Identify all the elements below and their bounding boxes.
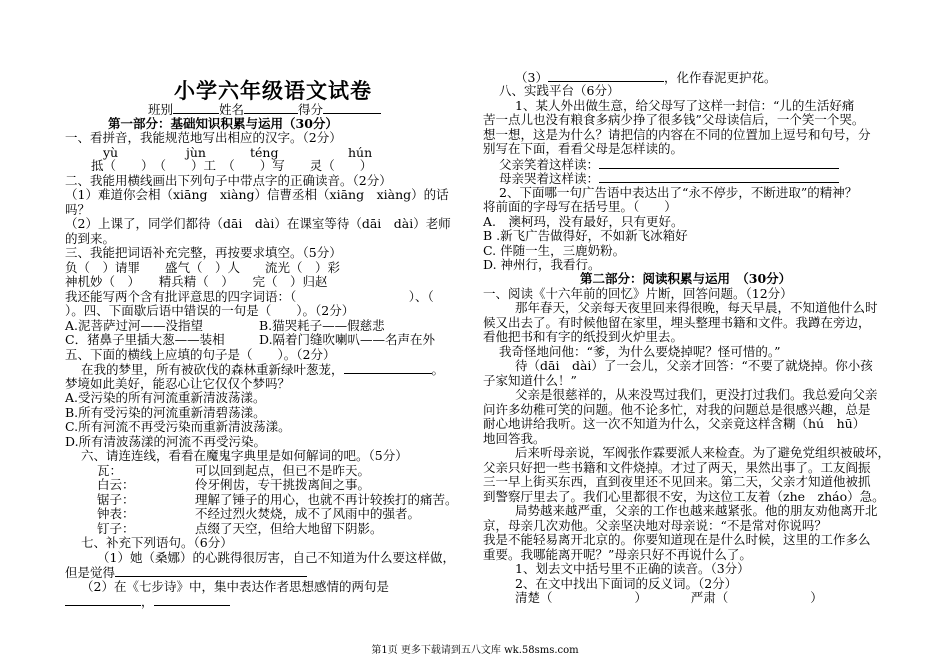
q1-characters: 抵（ ） （ ）工 （ ）写 灵（ ）: [91, 158, 373, 173]
part2-heading: 第二部分：阅读积累与运用 （30分）: [580, 271, 792, 286]
q5-option-a: A.受污染的所有河流重新清波荡漾。: [65, 390, 266, 405]
q6-def-3: 理解了锤子的用心，也就不再计较挨打的痛苦。: [195, 492, 458, 507]
q3-criticism-line: 我还能写两个含有批评意思的四字词语：（ ）、（: [65, 289, 434, 304]
q8-option-b: B .新飞广告做得好，不如新飞冰箱好: [483, 228, 688, 243]
para-line-14: 到警察厅里去了。我们心里都很不安，为这位工友着（zhe zháo）急。: [483, 489, 885, 504]
q8-option-a: A. 澳柯玛，没有最好，只有更好。: [483, 214, 684, 229]
q8-item-1-l2: 苦一点儿也没有粮食多病少挣了很多钱”父母读信后，一个笑一个哭。: [483, 112, 865, 127]
q4-option-b: B.猫哭耗子——假慈悲: [259, 318, 385, 333]
q2-item-1-cont: 吗？: [65, 202, 91, 217]
question-5: 五、下面的横线上应填的句子是（ ）。（2分）: [65, 347, 336, 362]
reading-q1-2: 2、在文中找出下面词的反义词。（2分）: [515, 576, 738, 591]
q8-item-2: 2、下面哪一句广告语中表达出了“永不停步，不断进取”的精神？: [499, 185, 858, 200]
q7-blank-3[interactable]: [154, 593, 230, 606]
pinyin-1: yù: [103, 145, 119, 160]
para-line-15: 局势越来越严重，父亲的工作也越来越紧张。他的朋友劝他离开北: [515, 503, 878, 518]
q7-item-1: （1）她（桑娜）的心跳得很厉害，自己不知道为什么要这样做，: [97, 550, 455, 565]
q5-text-line1: 在我的梦里，所有被砍伐的森林重新绿叶葱茏， 。: [81, 362, 445, 377]
q7-blank-1[interactable]: [115, 564, 307, 577]
q6-def-4: 不经过烈火焚烧，成不了风雨中的强者。: [195, 506, 421, 521]
para-line-17: 我是不能轻易离开北京的。你要知道现在是什么时候，这里的工作多么: [483, 532, 871, 547]
father-blank[interactable]: [599, 156, 839, 169]
q6-def-2: 伶牙俐齿，专干挑拨离间之事。: [195, 477, 371, 492]
q6-word-1: 瓦：: [97, 463, 123, 478]
mother-label: 母亲哭着这样读：: [499, 171, 600, 186]
antonym-word-1: 清楚（: [515, 590, 553, 605]
q5-text: 在我的梦里，所有被砍伐的森林重新绿叶葱茏，: [81, 362, 344, 377]
antonym-row: [515, 590, 823, 606]
name-blank[interactable]: [244, 101, 298, 114]
q7-item-2-cont: [65, 593, 230, 610]
q2-item-2: （2）上课了，同学们都待（dāi dài）在课室等待（dāi dài）老师: [65, 216, 451, 231]
q8-item-1: 1、某人外出做生意，给父母写了这样一封信：“儿的生活好痛: [515, 98, 855, 113]
reading-question-1: 一、阅读《十六年前的回忆》片断，回答问题。（12分）: [483, 286, 793, 301]
question-1: 一、看拼音，我能规范地写出相应的汉字。（2分）: [65, 130, 342, 145]
q4-option-a: A.泥菩萨过河——没指望: [65, 318, 204, 333]
antonym-close: ）: [810, 590, 823, 605]
q6-word-5: 钉子：: [97, 521, 135, 536]
para-line-1: 那年春天，父亲每天夜里回来得很晚，每天早晨，不知道他什么时: [515, 300, 878, 315]
para-line-12: 父亲只好把一些书籍和文件烧掉。才过了两天，果然出事了。工友阎振: [483, 460, 871, 475]
q5-text-line2: 梦境如此美好，能忍心让它仅仅个梦吗？: [65, 376, 291, 391]
q5-option-b: B.所有受污染的河流重新清碧荡漾。: [65, 405, 266, 420]
q7-item-2: （2）在《七步诗》中，集中表达作者思想感情的两句是: [81, 579, 389, 594]
q5-blank[interactable]: [344, 361, 432, 374]
r3-blank[interactable]: [548, 69, 664, 82]
para-line-13: 三一早上街买东西，直到夜里还不见回来。第二天，父亲才知道他被抓: [483, 474, 871, 489]
pinyin-3: téng: [250, 145, 279, 160]
pinyin-4: hún: [348, 145, 373, 160]
q7-blank-2[interactable]: [65, 593, 141, 606]
reading-q1-1: 1、划去文中括号里不正确的读音。（3分）: [515, 561, 750, 576]
father-label: 父亲笑着这样读：: [499, 157, 600, 172]
q6-word-3: 锯子：: [97, 492, 135, 507]
para-line-2: 候又出去了。有时候他留在家里，埋头整理书籍和文件。我蹲在旁边，: [483, 315, 871, 330]
q8-item-1-l3: 想一想，这是为什么？请把信的内容在不同的位置加上逗号和句号，分: [483, 127, 871, 142]
question-8: 八、实践平台（6分）: [499, 83, 620, 98]
score-label: 得分: [298, 102, 324, 117]
page-footer: 第1页 更多下载请到五八文库 wk.58sms.com: [371, 645, 579, 656]
r3-tail: ，化作春泥更护花。: [663, 70, 777, 85]
q6-word-4: 钟表：: [97, 506, 135, 521]
q8-item-2-cont: 将前面的字母写在括号里。（ ）: [483, 199, 677, 214]
q3-idioms-row1: 负（ ）请罪 盛气（ ）人 流光（ ）彩: [65, 260, 341, 275]
score-blank[interactable]: [323, 101, 381, 114]
q3-idioms-row2: 神机妙（ ） 精兵精（ ） 完（ ）归赵: [65, 274, 328, 289]
mother-blank[interactable]: [599, 170, 839, 183]
q3-q4-line: ）。四、下面歇后语中错误的一句是（ ）。（2分）: [65, 303, 355, 318]
para-line-11: 后来听母亲说，军阀张作霖要派人来检查。为了避免党组织被破坏，: [515, 445, 891, 460]
para-line-8: 问许多幼稚可笑的问题。他不论多忙，对我的问题总是很感兴趣，总是: [483, 402, 871, 417]
q7-comma: ，: [141, 594, 154, 609]
para-line-18: 重要。我哪能离开呢？”母亲只好不再说什么了。: [483, 547, 752, 562]
q8-option-d: D. 神州行，我看行。: [483, 257, 601, 272]
class-blank[interactable]: [173, 101, 219, 114]
q2-item-1: （1）难道你会相（xiāng xiàng）信曹丞相（xiāng xiàng）的话: [65, 187, 449, 202]
q5-option-d: D.所有清波荡漾的河流不再受污染。: [65, 434, 267, 449]
q2-item-2-cont: 的到来。: [65, 231, 116, 246]
part1-heading: 第一部分：基础知识积累与运用（30分）: [108, 116, 338, 131]
q6-word-2: 白云：: [97, 477, 135, 492]
q8-option-c: C. 伴随一生，三鹿奶粉。: [483, 243, 626, 258]
para-line-7: 父亲是很慈祥的，从来没骂过我们，更没打过我们。我总爱向父亲: [515, 387, 878, 402]
q6-def-5: 点缀了天空，但给大地留下阴影。: [195, 521, 383, 536]
pinyin-2: jùn: [186, 145, 206, 160]
question-6: 六、请连连线，看看在魔鬼字典里是如何解词的吧。（5分）: [81, 448, 408, 463]
q7-item-1-text: 但是觉得: [65, 565, 116, 580]
para-line-9: 耐心地讲给我听。这一次不知道为什么，父亲竟这样含糊（hú hū）: [483, 416, 866, 431]
para-line-6: 子家知道什么！”: [483, 373, 577, 388]
name-label: 姓名: [219, 102, 245, 117]
question-2: 二、我能用横线画出下列句子中带点字的正确读音。（2分）: [65, 173, 392, 188]
q4-option-d: D.隔着门缝吹喇叭——名声在外: [259, 332, 436, 347]
q8-item-1-l4: 别写在下面，看看父母是怎样读的。: [483, 141, 684, 156]
para-line-10: 地回答我。: [483, 431, 546, 446]
page-title: 小学六年级语文试卷: [174, 78, 372, 103]
class-label: 班别: [148, 102, 174, 117]
question-3: 三、我能把词语补充完整，再按要求填空。（5分）: [65, 245, 342, 260]
para-line-3: 看他把书和有字的纸投到火炉里去。: [483, 329, 684, 344]
q5-option-c: C.所有河流不再受污染而重新清波荡漾。: [65, 419, 291, 434]
q6-def-1: 可以回到起点，但已不是昨天。: [195, 463, 371, 478]
para-line-5: 待（dāi dài）了一会儿，父亲才回答：“不要了就烧掉。你小孩: [515, 358, 873, 373]
question-7: 七、补充下列语句。（6分）: [81, 535, 233, 550]
para-line-4: 我奇怪地问他：“爹，为什么要烧掉呢？怪可惜的。”: [499, 344, 781, 359]
antonym-word-2: ） 严肃（: [634, 590, 729, 605]
q4-option-c: C．猪鼻子里插大葱——装相: [65, 332, 225, 347]
r3-label: （3）: [515, 70, 548, 85]
para-line-16: 京，母亲几次劝他。父亲坚决地对母亲说：“不是常对你说吗？: [483, 518, 827, 533]
